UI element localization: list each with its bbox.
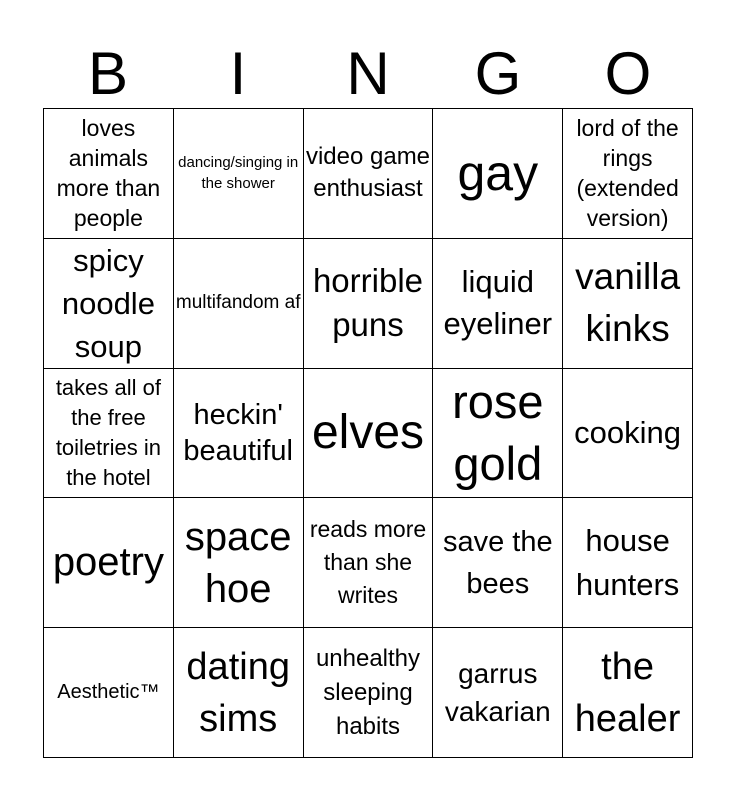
bingo-cell[interactable]: space hoe xyxy=(174,498,304,628)
bingo-cell[interactable]: gay xyxy=(433,109,563,239)
header-letter-n: N xyxy=(346,40,390,107)
header-letter-g: G xyxy=(474,40,522,107)
header-letter-o: O xyxy=(604,40,652,107)
bingo-cell[interactable]: house hunters xyxy=(563,498,693,628)
bingo-cell[interactable]: vanilla kinks xyxy=(563,239,693,369)
bingo-cell[interactable]: lord of the rings (extended version) xyxy=(563,109,693,239)
bingo-cell[interactable]: unhealthy sleeping habits xyxy=(304,628,434,758)
bingo-cell[interactable]: multifandom af xyxy=(174,239,304,369)
bingo-cell[interactable]: spicy noodle soup xyxy=(44,239,174,369)
bingo-cell[interactable]: video game enthusiast xyxy=(304,109,434,239)
bingo-cell[interactable]: liquid eyeliner xyxy=(433,239,563,369)
bingo-header xyxy=(43,40,693,108)
bingo-cell[interactable]: cooking xyxy=(563,369,693,499)
bingo-cell[interactable]: dating sims xyxy=(174,628,304,758)
bingo-cell[interactable]: save the bees xyxy=(433,498,563,628)
bingo-cell[interactable]: garrus vakarian xyxy=(433,628,563,758)
bingo-cell[interactable]: loves animals more than people xyxy=(44,109,174,239)
bingo-cell[interactable]: Aesthetic™ xyxy=(44,628,174,758)
bingo-cell[interactable]: reads more than she writes xyxy=(304,498,434,628)
bingo-board xyxy=(43,108,693,758)
header-letter-i: I xyxy=(229,40,247,107)
bingo-cell[interactable]: poetry xyxy=(44,498,174,628)
header-letter-b: B xyxy=(87,40,129,107)
bingo-cell[interactable]: dancing/singing in the shower xyxy=(174,109,304,239)
bingo-cell[interactable]: the healer xyxy=(563,628,693,758)
bingo-cell[interactable]: heckin' beautiful xyxy=(174,369,304,499)
bingo-cell[interactable]: elves xyxy=(304,369,434,499)
bingo-cell[interactable]: horrible puns xyxy=(304,239,434,369)
bingo-cell[interactable]: takes all of the free toiletries in the hotel xyxy=(44,369,174,499)
bingo-cell[interactable]: rose gold xyxy=(433,369,563,499)
